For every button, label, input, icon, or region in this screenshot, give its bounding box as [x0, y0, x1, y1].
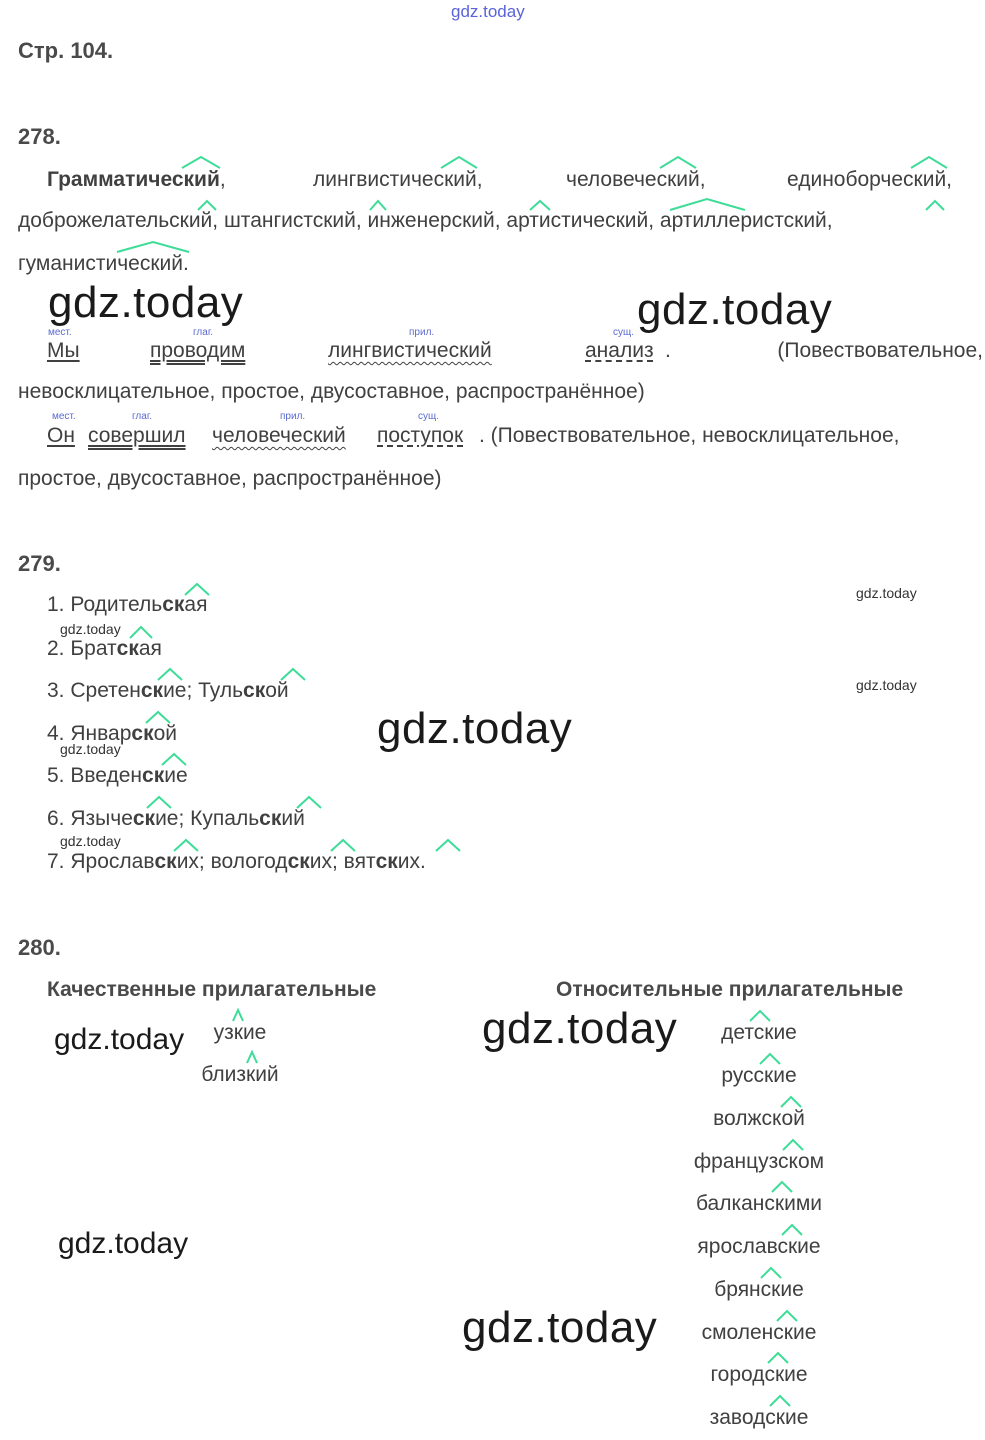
- suffix-arc: [768, 1353, 788, 1363]
- pos-label: глаг.: [193, 327, 214, 338]
- watermark: gdz.today: [58, 1227, 189, 1260]
- suffix-arc: [331, 840, 355, 851]
- pos-label: мест.: [48, 327, 72, 338]
- adjective-word: брянские: [714, 1278, 804, 1301]
- ex280-suffix-marks: [0, 1000, 985, 1420]
- suffix-arc: [147, 797, 171, 808]
- list-item: 4. Январской: [47, 722, 178, 745]
- ex278-word-edinoborcheskiy: единоборческий,: [787, 168, 953, 191]
- watermark: gdz.today: [60, 621, 121, 637]
- predicate-word: проводим: [150, 339, 246, 362]
- suffix-arc: [370, 201, 386, 210]
- sentence-description-cont: простое, двусоставное, распространённое): [18, 467, 442, 490]
- suffix-arc: [297, 797, 321, 808]
- list-item: 1. Родительская: [47, 593, 208, 616]
- suffix-arc: [670, 199, 745, 210]
- suffix-arc: [660, 157, 696, 168]
- exercise-279-number: 279.: [18, 551, 61, 576]
- suffix-arc: [185, 584, 209, 595]
- suffix-arc: [233, 1010, 243, 1021]
- suffix-arc: [777, 1311, 797, 1321]
- attribute-word: человеческий: [212, 424, 346, 447]
- suffix-arc: [174, 840, 198, 851]
- adjective-word: волжской: [713, 1107, 805, 1130]
- pos-label: прил.: [409, 327, 435, 338]
- exercise-280-number: 280.: [18, 935, 61, 960]
- pos-label: мест.: [52, 411, 76, 422]
- object-word: анализ: [585, 339, 654, 362]
- suffix-arc: [750, 1011, 770, 1021]
- list-item: 3. Сретенские; Тульской: [47, 679, 289, 702]
- pos-label: сущ.: [418, 411, 440, 422]
- suffix-arc: [760, 1054, 780, 1064]
- suffix-arc: [182, 157, 220, 168]
- watermark: gdz.today: [60, 833, 121, 849]
- watermark: gdz.today: [60, 741, 121, 757]
- list-item: 5. Введенские: [47, 764, 188, 787]
- suffix-arc: [146, 712, 170, 723]
- object-word: поступок: [377, 424, 464, 447]
- watermark: gdz.today: [856, 585, 917, 601]
- adjective-word: близкий: [201, 1063, 279, 1086]
- attribute-word: лингвистический: [328, 339, 492, 362]
- suffix-arc: [911, 157, 947, 168]
- adjective-word: ярославские: [697, 1235, 821, 1258]
- suffix-arc: [130, 627, 152, 638]
- pos-label: глаг.: [132, 411, 153, 422]
- suffix-arc: [782, 1225, 802, 1235]
- suffix-arc: [162, 754, 186, 765]
- subject-word: Мы: [47, 339, 80, 362]
- ex278-word-grammaticheskiy: Грамматический,: [47, 168, 226, 191]
- suffix-arc: [247, 1052, 257, 1063]
- watermark: gdz.today: [54, 1023, 185, 1056]
- suffix-arc: [770, 1396, 790, 1406]
- adjective-word: французском: [693, 1150, 825, 1173]
- relative-column-title: Относительные прилагательные: [556, 978, 904, 1001]
- list-item: 6. Языческие; Купальский: [47, 807, 305, 830]
- suffix-arc: [436, 840, 460, 851]
- sentence-description: . (Повествовательное, невосклицательное,: [479, 424, 900, 447]
- sentence-description: . (Повествовательное,: [665, 339, 983, 362]
- sentence-description-cont: невосклицательное, простое, двусоставное, распространённое): [18, 380, 645, 403]
- adjective-word: русские: [721, 1064, 797, 1087]
- suffix-arc: [281, 669, 305, 680]
- watermark: gdz.today: [637, 285, 833, 334]
- top-watermark: gdz.today: [451, 2, 525, 21]
- pos-label: прил.: [280, 411, 306, 422]
- subject-word: Он: [47, 424, 75, 447]
- adjective-word: балканскими: [696, 1192, 822, 1215]
- list-item: 7. Ярославских; вологодских; вятских.: [47, 850, 426, 873]
- adjective-word: смоленские: [701, 1321, 817, 1344]
- ex278-line2: доброжелательский, штангистский, инженерский, артистический, артиллеристский,: [18, 209, 833, 232]
- ex278-word-chelovecheskiy: человеческий,: [566, 168, 706, 191]
- suffix-arc: [926, 201, 944, 210]
- watermark: gdz.today: [48, 278, 244, 327]
- suffix-arc: [772, 1182, 792, 1192]
- page-label: Стр. 104.: [18, 38, 114, 63]
- adjective-word: городские: [710, 1363, 808, 1386]
- predicate-word: совершил: [88, 424, 186, 447]
- adjective-word: заводские: [709, 1406, 809, 1429]
- watermark: gdz.today: [856, 677, 917, 693]
- ex278-word-lingvisticheskiy: лингвистический,: [313, 168, 483, 191]
- suffix-arc: [117, 242, 189, 252]
- suffix-arc: [761, 1268, 781, 1278]
- pos-label: сущ.: [613, 327, 635, 338]
- ex278-suffix-marks: [0, 0, 985, 280]
- ex278-line3: гуманистический.: [18, 252, 189, 275]
- list-item: 2. Братская: [47, 637, 162, 660]
- qualitative-column-title: Качественные прилагательные: [47, 978, 377, 1001]
- watermark: gdz.today: [377, 704, 573, 753]
- adjective-word: узкие: [213, 1021, 267, 1044]
- suffix-arc: [783, 1140, 803, 1150]
- suffix-arc: [781, 1097, 801, 1107]
- watermark: gdz.today: [482, 1004, 678, 1053]
- watermark: gdz.today: [462, 1303, 658, 1352]
- adjective-word: детские: [721, 1021, 797, 1044]
- exercise-278-number: 278.: [18, 124, 61, 149]
- suffix-arc: [198, 201, 216, 210]
- suffix-arc: [530, 201, 550, 210]
- suffix-arc: [158, 669, 182, 680]
- suffix-arc: [441, 157, 477, 168]
